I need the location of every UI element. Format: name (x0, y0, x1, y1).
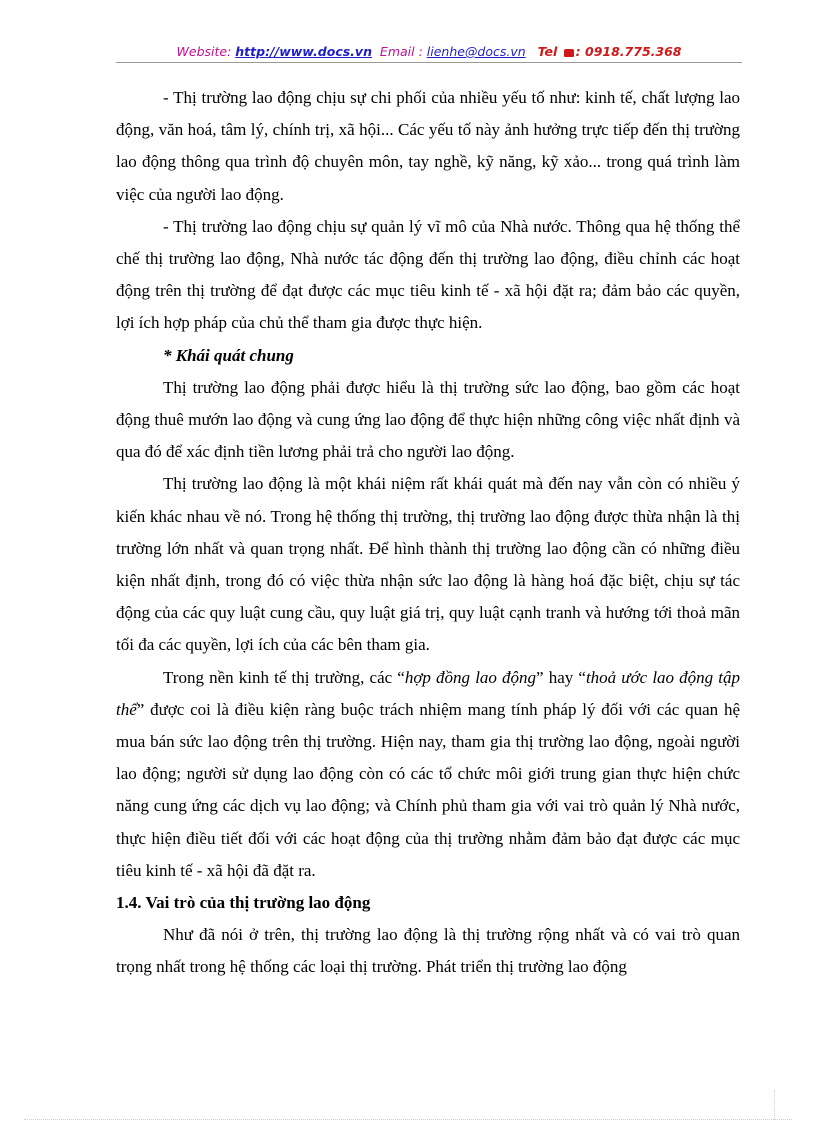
website-label: Website: (176, 44, 236, 59)
footer-dotted-line (24, 1119, 792, 1120)
page-header (116, 44, 742, 59)
phone-icon (564, 49, 574, 57)
tel-label: Tel (537, 44, 562, 59)
p5-text-a: Trong nền kinh tế thị trường, các “ (163, 667, 405, 687)
website-link[interactable]: http://www.docs.vn (235, 44, 372, 59)
p5-emphasis-agreement: thoả ước lao động tập thể (116, 667, 741, 719)
tel-number: : 0918.775.368 (575, 44, 682, 59)
paragraph-1: - Thị trường lao động chịu sự chi phối của nhiều yếu tố như: kinh tế, chất lượng lao động, văn hoá, tâm lý, chính trị, xã hội... Các yếu tố này ảnh hưởng trực tiếp đến thị trường lao động thông qua trình độ chuyên môn, tay nghề, kỹ năng, kỹ xảo... trong quá trình làm việc của người lao động. (116, 88, 740, 204)
footer-corner-mark (774, 1090, 775, 1120)
paragraph-2: - Thị trường lao động chịu sự quản lý vĩ mô của Nhà nước. Thông qua hệ thống thể chế thị trường lao động, Nhà nước tác động đến thị trường lao động, điều chỉnh các hoạt động trên thị trường để đạt được các mục tiêu kinh tế - xã hội đặt ra; đảm bảo các quyền, lợi ích hợp pháp của chủ thể tham gia được thực hiện. (116, 216, 740, 333)
p5-text-c: ” được coi là điều kiện ràng buộc trách nhiệm mang tính pháp lý đối với các quan hệ mua bán sức lao động trên thị trường. Hiện nay, tham gia thị trường lao động, ngoài người lao động; người sử dụng lao động còn có các tổ chức môi giới trung gian thực hiện chức năng cung ứng các dịch vụ lao động; và Chính phủ tham gia với vai trò quản lý Nhà nước, thực hiện điều tiết đối với các hoạt động của thị trường nhằm đảm bảo đạt được các mục tiêu kinh tế - xã hội đã đặt ra. (116, 699, 740, 880)
paragraph-5 (116, 662, 740, 887)
paragraph-4: Thị trường lao động là một khái niệm rất khái quát mà đến nay vẫn còn có nhiều ý kiến khác nhau về nó. Trong hệ thống thị trường, thị trường lao động được thừa nhận là thị trường lớn nhất và quan trọng nhất. Để hình thành thị trường lao động cần có những điều kiện nhất định, trong đó có việc thừa nhận sức lao động là hàng hoá đặc biệt, chịu sự tác động của các quy luật cung cầu, quy luật giá trị, quy luật cạnh tranh và hướng tới thoả mãn tối đa các quyền, lợi ích của các bên tham gia. (116, 474, 740, 655)
p5-text-b: ” hay “ (536, 667, 586, 687)
email-label: Email : (379, 44, 427, 59)
p5-emphasis-contract: hợp đồng lao động (404, 667, 537, 687)
paragraph-3: Thị trường lao động phải được hiểu là thị trường sức lao động, bao gồm các hoạt động thuê mướn lao động và cung ứng lao động để thực hiện những công việc nhất định và qua đó để xác định tiền lương phải trả cho người lao động. (116, 377, 740, 462)
header-rule (116, 62, 742, 63)
subheading-overview: * Khái quát chung (163, 345, 294, 365)
document-body (116, 82, 740, 984)
email-link[interactable]: lienhe@docs.vn (426, 44, 526, 59)
section-heading-1-4: 1.4. Vai trò của thị trường lao động (116, 893, 371, 913)
paragraph-6: Như đã nói ở trên, thị trường lao động là thị trường rộng nhất và có vai trò quan trọng nhất trong hệ thống các loại thị trường. Phát triển thị trường lao động (116, 925, 740, 977)
